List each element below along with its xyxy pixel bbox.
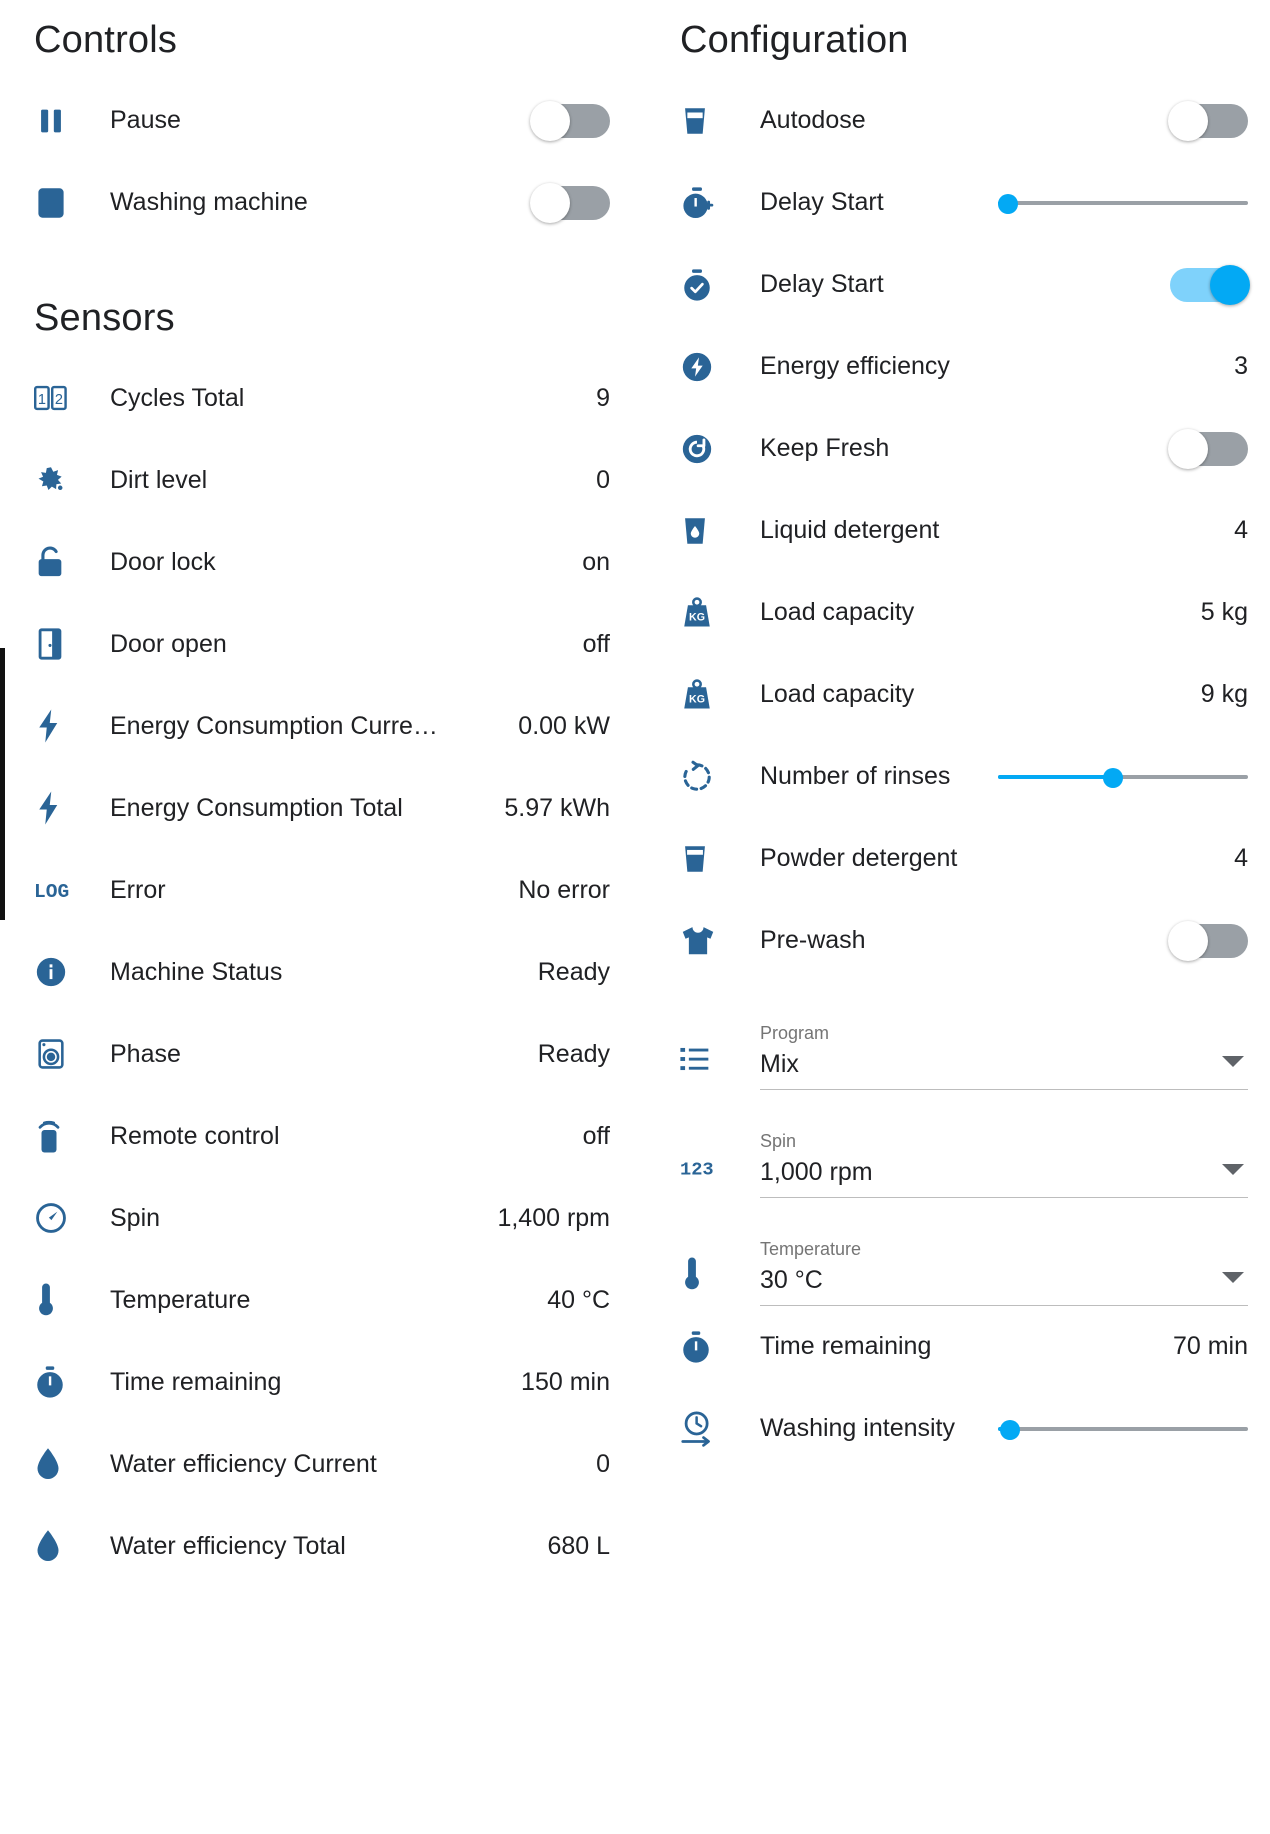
config-row-autodose[interactable]	[680, 80, 1248, 162]
sensor-label: Spin	[110, 1203, 161, 1232]
dirt-icon	[34, 463, 110, 497]
sensor-label: Dirt level	[110, 465, 208, 494]
config-label: Pre-wash	[760, 926, 866, 955]
spin-dropdown[interactable]	[760, 1131, 1248, 1198]
config-label: Delay Start	[760, 270, 884, 299]
energy-bolt-icon	[680, 350, 760, 384]
washing-machine-icon	[34, 1037, 110, 1071]
sensor-row	[34, 685, 610, 767]
sensor-value: 40 °C	[547, 1285, 610, 1314]
sensor-row	[34, 1423, 610, 1505]
list-icon	[680, 1046, 760, 1090]
thermometer-icon	[680, 1256, 760, 1306]
load-capacity-icon	[680, 596, 760, 630]
water-drop-icon	[34, 1446, 110, 1482]
autodose-toggle[interactable]	[1170, 104, 1248, 138]
sensor-label: Machine Status	[110, 957, 283, 986]
sensor-value: Ready	[537, 1039, 610, 1068]
config-value: 5 kg	[1200, 598, 1248, 627]
svg-text:2: 2	[54, 392, 63, 409]
delay-start-toggle[interactable]	[1170, 268, 1248, 302]
sensor-label: Time remaining	[110, 1367, 282, 1396]
sensor-label: Phase	[110, 1039, 181, 1068]
config-value: 4	[1234, 516, 1248, 545]
sensor-value: 680 L	[547, 1531, 610, 1560]
sensor-value: 0	[596, 1449, 610, 1478]
config-value: 3	[1234, 352, 1248, 381]
sensor-value: 5.97 kWh	[504, 793, 610, 822]
remote-control-icon	[34, 1118, 110, 1154]
control-row-pause[interactable]	[34, 80, 610, 162]
config-row-program[interactable]	[680, 982, 1248, 1090]
config-label: Load capacity	[760, 598, 915, 627]
sensor-value: 0	[596, 465, 610, 494]
sensor-value: 150 min	[521, 1367, 610, 1396]
sensor-row	[34, 931, 610, 1013]
delay-start-check-icon	[680, 267, 760, 303]
sensor-row	[34, 1341, 610, 1423]
sensor-label: Temperature	[110, 1285, 251, 1314]
sensor-row	[34, 1259, 610, 1341]
config-row-spin[interactable]	[680, 1090, 1248, 1198]
config-label: Delay Start	[760, 188, 884, 217]
chevron-down-icon[interactable]	[1222, 1272, 1244, 1283]
sensor-value: 9	[596, 383, 610, 412]
load-capacity-icon	[680, 678, 760, 712]
config-row-load-capacity	[680, 572, 1248, 654]
config-row-energy-efficiency	[680, 326, 1248, 408]
detergent-cup-icon	[680, 104, 760, 138]
config-label: Powder detergent	[760, 844, 958, 873]
sensor-row	[34, 1505, 610, 1587]
svg-text:KG: KG	[689, 692, 705, 705]
sensor-row	[34, 767, 610, 849]
sensor-row	[34, 1095, 610, 1177]
sensor-label: Remote control	[110, 1121, 280, 1150]
sensor-row	[34, 603, 610, 685]
left-column	[0, 0, 640, 1587]
sensor-value: 1,400 rpm	[497, 1203, 610, 1232]
spin-value: 1,000 rpm	[760, 1157, 873, 1186]
controls-heading: Controls	[34, 19, 178, 61]
right-column	[640, 0, 1270, 1587]
sensor-value: No error	[518, 875, 610, 904]
keep-fresh-icon	[680, 432, 760, 466]
sensor-value: Ready	[537, 957, 610, 986]
sensor-label: Door open	[110, 629, 227, 658]
lock-icon	[34, 545, 110, 579]
info-icon	[34, 955, 110, 989]
config-label: Liquid detergent	[760, 516, 940, 545]
config-row-washing-intensity[interactable]	[680, 1388, 1248, 1470]
config-row-liquid-detergent	[680, 490, 1248, 572]
sensor-label: Door lock	[110, 547, 216, 576]
svg-text:LOG: LOG	[34, 881, 70, 903]
chevron-down-icon[interactable]	[1222, 1164, 1244, 1175]
lightning-icon	[34, 708, 110, 744]
washing-intensity-icon	[680, 1410, 760, 1448]
configuration-heading: Configuration	[680, 19, 909, 61]
sensor-label: Energy Consumption Total	[110, 793, 403, 822]
control-row-washing-machine[interactable]	[34, 162, 610, 244]
config-label: Load capacity	[760, 680, 915, 709]
svg-text:123: 123	[680, 1158, 714, 1180]
config-row-delay-start-slider[interactable]	[680, 162, 1248, 244]
config-label: Keep Fresh	[760, 434, 890, 463]
water-drop-icon	[34, 1528, 110, 1564]
control-label: Pause	[110, 106, 181, 135]
sensor-row	[34, 1013, 610, 1095]
control-label: Washing machine	[110, 188, 308, 217]
delay-start-plus-icon	[680, 185, 760, 221]
sensor-label: Energy Consumption Curre…	[110, 711, 438, 740]
config-row-delay-start-toggle[interactable]	[680, 244, 1248, 326]
washing-intensity-slider[interactable]	[998, 1412, 1248, 1446]
config-row-load-capacity	[680, 654, 1248, 736]
numbers-icon	[680, 1156, 760, 1198]
sensor-value: on	[582, 547, 610, 576]
sensor-label: Cycles Total	[110, 383, 245, 412]
pause-icon	[34, 104, 110, 138]
rinse-icon	[680, 760, 760, 794]
config-row-powder-detergent	[680, 818, 1248, 900]
tshirt-icon	[680, 925, 760, 957]
speed-icon	[34, 1201, 110, 1235]
spin-caption: Spin	[760, 1130, 797, 1151]
delay-start-slider[interactable]	[998, 186, 1248, 220]
config-value: 9 kg	[1200, 680, 1248, 709]
pre-wash-toggle[interactable]	[1170, 924, 1248, 958]
liquid-detergent-icon	[680, 514, 760, 548]
washing-machine-toggle[interactable]	[532, 186, 610, 220]
sensor-row	[34, 849, 610, 931]
config-row-number-of-rinses[interactable]	[680, 736, 1248, 818]
chevron-down-icon[interactable]	[1222, 1056, 1244, 1067]
config-label: Time remaining	[760, 1332, 932, 1361]
sensor-label: Water efficiency Total	[110, 1531, 346, 1560]
timer-icon	[34, 1365, 110, 1399]
timer-icon	[680, 1330, 760, 1364]
sensor-row	[34, 1177, 610, 1259]
door-icon	[34, 627, 110, 661]
program-caption: Program	[760, 1022, 830, 1043]
sensor-value: off	[582, 1121, 610, 1150]
sensor-row	[34, 357, 610, 439]
config-label: Number of rinses	[760, 762, 951, 791]
config-value: 70 min	[1172, 1332, 1248, 1361]
keep-fresh-toggle[interactable]	[1170, 432, 1248, 466]
config-row-temperature[interactable]	[680, 1198, 1248, 1306]
counter-icon	[34, 383, 110, 413]
sensor-row	[34, 521, 610, 603]
config-row-keep-fresh[interactable]	[680, 408, 1248, 490]
temperature-caption: Temperature	[760, 1238, 862, 1259]
config-label: Washing intensity	[760, 1414, 955, 1443]
sensors-heading: Sensors	[34, 296, 175, 339]
pause-toggle[interactable]	[532, 104, 610, 138]
svg-text:1: 1	[37, 392, 46, 409]
lightning-icon	[34, 790, 110, 826]
log-icon	[34, 878, 110, 902]
thermometer-icon	[34, 1282, 110, 1318]
number-of-rinses-slider[interactable]	[998, 760, 1248, 794]
config-label: Energy efficiency	[760, 352, 950, 381]
sensor-row	[34, 439, 610, 521]
sensor-label: Error	[110, 875, 166, 904]
config-row-pre-wash[interactable]	[680, 900, 1248, 982]
washing-machine-icon	[34, 186, 110, 220]
powder-detergent-icon	[680, 842, 760, 876]
config-label: Autodose	[760, 106, 866, 135]
program-dropdown[interactable]	[760, 1023, 1248, 1090]
sensor-value: off	[582, 629, 610, 658]
svg-text:KG: KG	[689, 610, 705, 623]
program-value: Mix	[760, 1049, 799, 1078]
sensor-label: Water efficiency Current	[110, 1449, 377, 1478]
config-row-time-remaining	[680, 1306, 1248, 1388]
temperature-value: 30 °C	[760, 1265, 823, 1294]
config-value: 4	[1234, 844, 1248, 873]
sensor-value: 0.00 kW	[518, 711, 610, 740]
temperature-dropdown[interactable]	[760, 1239, 1248, 1306]
